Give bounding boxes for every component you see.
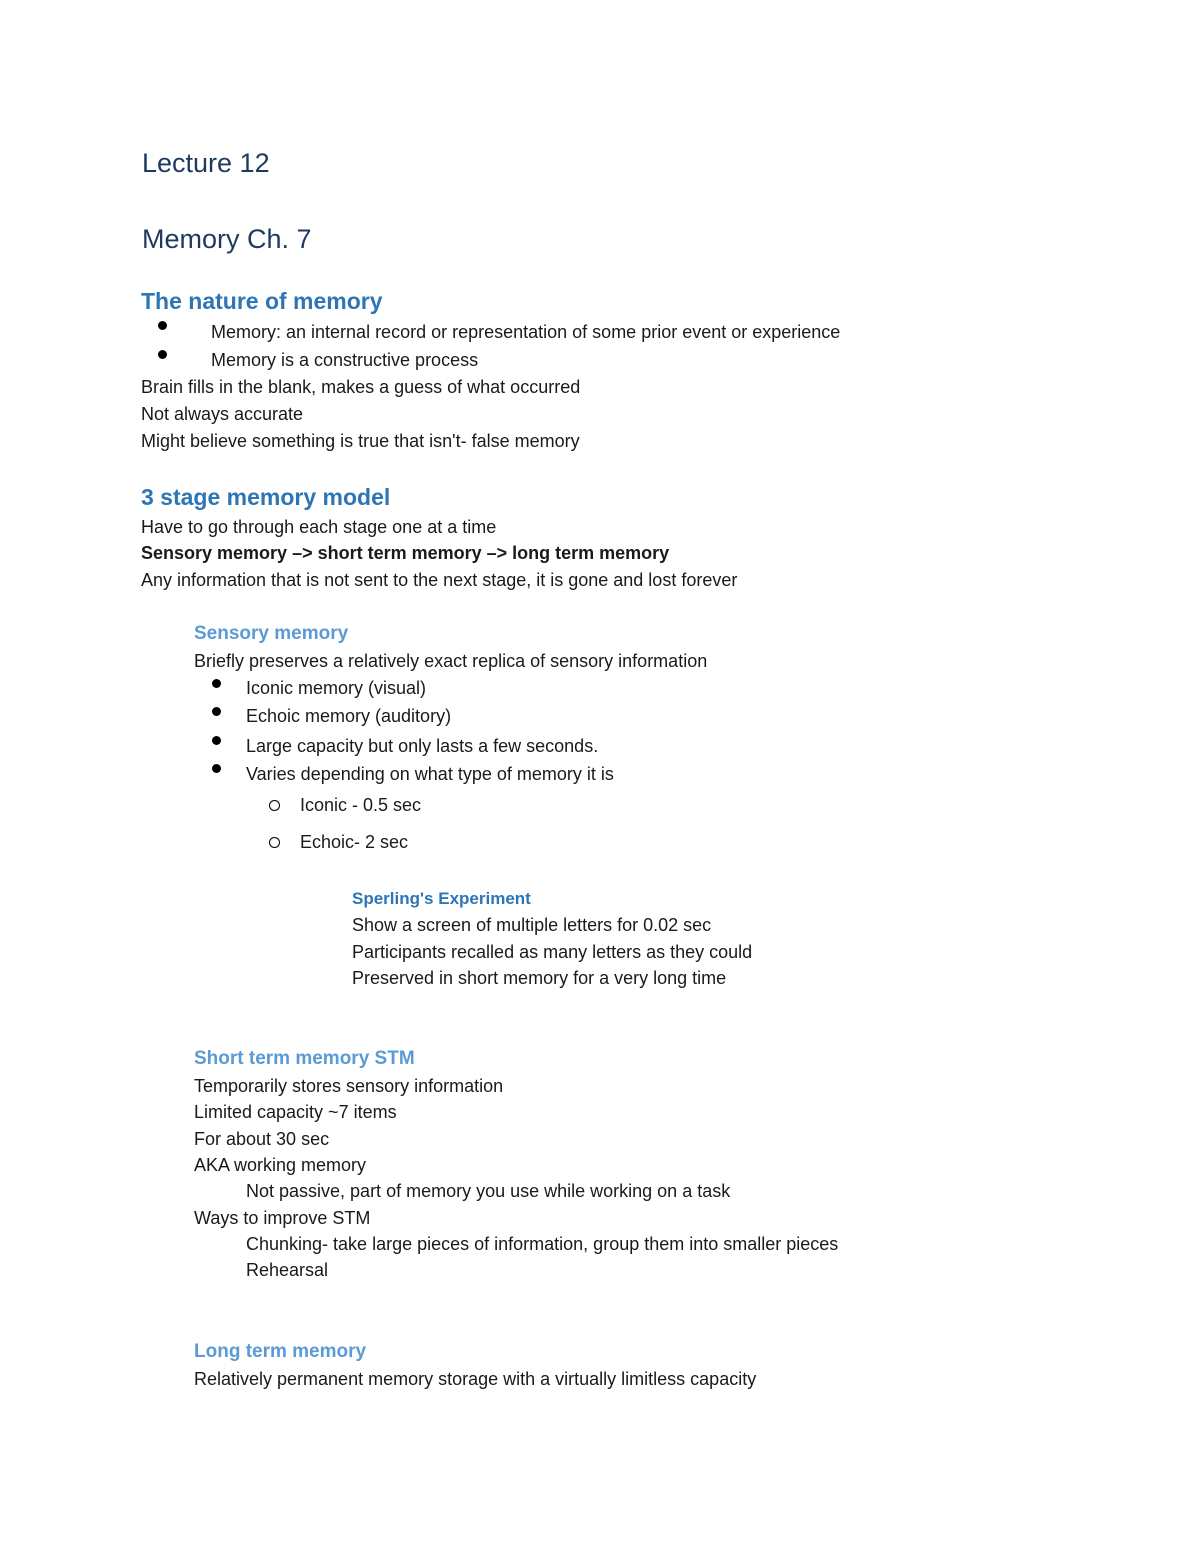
stm-improve-item-1: Chunking- take large pieces of information, group them into smaller pieces	[246, 1234, 839, 1254]
nature-bullet-1: Memory: an internal record or representation of some prior event or experience	[211, 322, 841, 342]
stm-improve-item-2: Rehearsal	[246, 1260, 329, 1280]
ltm-heading: Long term memory	[194, 1341, 367, 1362]
lecture-title: Lecture 12	[142, 148, 270, 178]
stm-aka-detail: Not passive, part of memory you use while working on a task	[246, 1181, 731, 1201]
stm-line-3: For about 30 sec	[194, 1129, 330, 1149]
model-line-3: Any information that is not sent to the next stage, it is gone and lost forever	[141, 570, 738, 590]
chapter-title: Memory Ch. 7	[142, 224, 312, 254]
bullet-icon	[212, 679, 221, 688]
stm-line-4: AKA working memory	[194, 1155, 367, 1175]
stm-improve-heading: Ways to improve STM	[194, 1208, 371, 1228]
nature-line-1: Brain fills in the blank, makes a guess of what occurred	[141, 377, 581, 397]
sensory-bullet-3: Large capacity but only lasts a few seconds.	[246, 736, 599, 756]
bullet-icon	[212, 707, 221, 716]
sensory-bullet-2: Echoic memory (auditory)	[246, 706, 452, 726]
stm-heading: Short term memory STM	[194, 1048, 415, 1069]
sperling-line-3: Preserved in short memory for a very long time	[352, 968, 727, 988]
hollow-bullet-icon	[269, 837, 280, 848]
hollow-bullet-icon	[269, 800, 280, 811]
nature-heading: The nature of memory	[141, 288, 383, 314]
model-flow: Sensory memory –> short term memory –> long term memory	[141, 543, 670, 563]
stm-line-1: Temporarily stores sensory information	[194, 1076, 504, 1096]
bullet-icon	[158, 321, 167, 330]
sperling-line-2: Participants recalled as many letters as they could	[352, 942, 753, 962]
model-line-1: Have to go through each stage one at a time	[141, 517, 497, 537]
sensory-intro: Briefly preserves a relatively exact replica of sensory information	[194, 651, 708, 671]
sensory-heading: Sensory memory	[194, 623, 349, 644]
sensory-sub-bullet-2: Echoic- 2 sec	[300, 832, 409, 852]
sperling-line-1: Show a screen of multiple letters for 0.02 sec	[352, 915, 712, 935]
sperling-heading: Sperling's Experiment	[352, 889, 531, 908]
bullet-icon	[212, 736, 221, 745]
ltm-line: Relatively permanent memory storage with a virtually limitless capacity	[194, 1369, 757, 1389]
bullet-icon	[212, 764, 221, 773]
bullet-icon	[158, 350, 167, 359]
stm-line-2: Limited capacity ~7 items	[194, 1102, 397, 1122]
sensory-bullet-1: Iconic memory (visual)	[246, 678, 427, 698]
sensory-sub-bullet-1: Iconic - 0.5 sec	[300, 795, 422, 815]
nature-line-2: Not always accurate	[141, 404, 304, 424]
sensory-bullet-4: Varies depending on what type of memory it is	[246, 764, 614, 784]
model-heading: 3 stage memory model	[141, 484, 391, 510]
nature-bullet-2: Memory is a constructive process	[211, 350, 479, 370]
nature-line-3: Might believe something is true that isn't- false memory	[141, 431, 580, 451]
